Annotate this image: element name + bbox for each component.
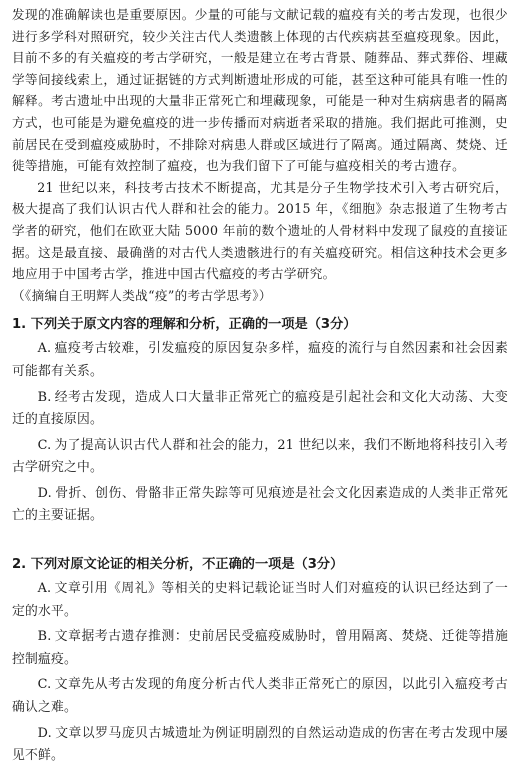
option-text: 经考古发现，造成人口大量非正常死亡的瘟疫是引起社会和文化大动荡、大变迁的直接原因。 <box>12 389 508 428</box>
option-text: 文章据考古遗存推测：史前居民受瘟疫威胁时，曾用隔离、焚烧、迁徙等措施控制瘟疫。 <box>12 629 508 667</box>
option-text: 为了提高认识古代人群和社会的能力，21 世纪以来，我们不断地将科技引入考古学研究之中。 <box>12 437 508 476</box>
option-text: 文章以罗马庞贝古城遗址为例证明剧烈的自然运动造成的伤害在考古发现中屡见不鲜。 <box>12 725 508 764</box>
option-a <box>12 338 508 383</box>
option-text: 瘟疫考古较难，引发瘟疫的原因复杂多样，瘟疫的流行与自然因素和社会因素可能都有关系。 <box>12 341 508 379</box>
option-letter: B. <box>37 389 52 405</box>
question-stem: 2. 下列对原文论证的相关分析，不正确的一项是（3分） <box>12 557 344 573</box>
option-letter: B. <box>37 629 52 645</box>
option-d <box>12 483 508 528</box>
option-letter: C. <box>37 677 52 693</box>
option-text: 文章先从考古发现的角度分析古代人类非正常死亡的原因，以此引入瘟疫考古确认之难。 <box>12 677 508 716</box>
option-letter: D. <box>37 485 52 501</box>
option-c <box>12 435 508 480</box>
question-1 <box>12 314 508 528</box>
option-letter: A. <box>37 581 52 597</box>
passage-paragraph-1: 发现的准确解读也是重要原因。少量的可能与文献记载的瘟疫有关的考古发现，也很少进行多学科对照研究，较少关注古代人类遗骸上体现的古代疾病甚至瘟疫现象。因此，目前不多的有关瘟疫的考古学研究，一般是建立在考古背景、随葬品、葬式葬俗、埋藏学等间接线索上，通过证据链的方式判断遗址形成的可能，甚至这种可能具有唯一性的解释。考古遗址中出现的大量非正常死亡和埋藏现象，可能是一种对生病病患者的隔离方式，也可能是为避免瘟疫的进一步传播而对病逝者采取的措施。我们据此可推测，史前居民在受到瘟疫威胁时，不排除对病患人群或区域进行了隔离。通过隔离、焚烧、迁徙等措施，可能有效控制了瘟疫，也为我们留下了可能与瘟疫相关的考古遗存。 <box>12 7 508 174</box>
question-2 <box>12 554 508 768</box>
option-letter: A. <box>37 341 52 357</box>
option-b <box>12 626 508 671</box>
option-a <box>12 578 508 623</box>
passage-source: （《摘编自王明辉人类战“疫”的考古学思考》） <box>12 287 272 303</box>
reading-passage <box>12 4 508 306</box>
option-b <box>12 387 508 432</box>
option-d <box>12 723 508 768</box>
option-text: 骨折、创伤、骨骼非正常失踪等可见痕迹是社会文化因素造成的人类非正常死亡的主要证据。 <box>12 485 508 524</box>
option-c <box>12 674 508 719</box>
option-letter: C. <box>37 437 52 453</box>
question-stem: 1. 下列关于原文内容的理解和分析，正确的一项是（3分） <box>12 317 357 333</box>
option-text: 文章引用《周礼》等相关的史料记载论证当时人们对瘟疫的认识已经达到了一定的水平。 <box>12 581 508 619</box>
passage-paragraph-2: 21 世纪以来，科技考古技术不断提高，尤其是分子生物学技术引入考古研究后，极大提高了我们认识古代人群和社会的能力。2015 年，《细胞》杂志报道了生物考古学者的研究，他们在欧亚大陆 5000 年前的数个遗址的人骨材料中发现了鼠疫的直接证据。这是最直接、最确凿的对古代人类遗骸进行的有关瘟疫研究。相信这种技术会更多地应用于中国考古学，推进中国古代瘟疫的考古学研究。 <box>12 179 508 282</box>
option-letter: D. <box>37 725 52 741</box>
